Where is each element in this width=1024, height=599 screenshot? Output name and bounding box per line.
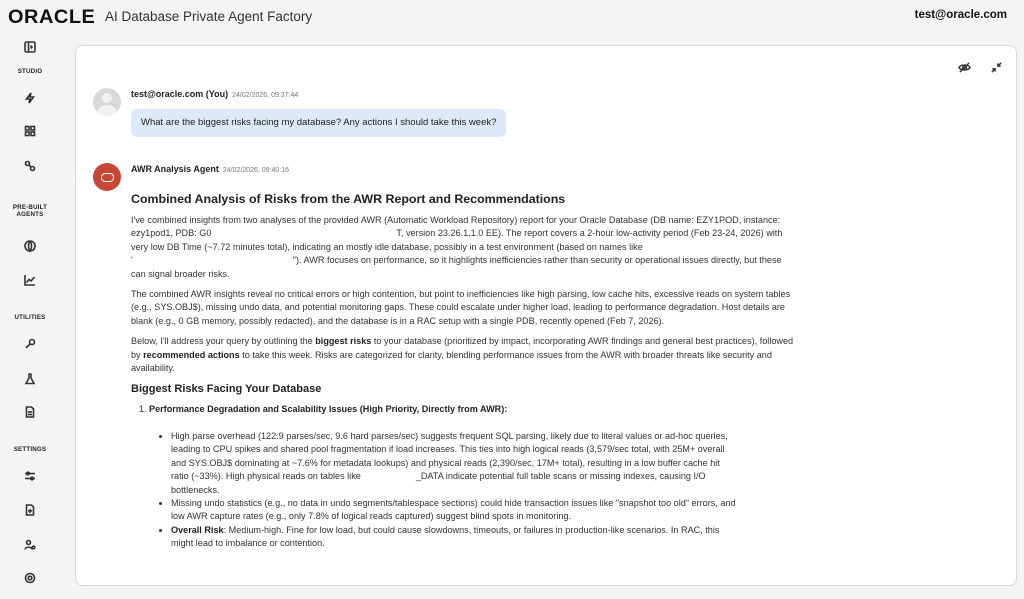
file-plus-icon[interactable]	[20, 500, 40, 520]
response-paragraph-3	[131, 335, 796, 375]
sidebar-section-utilities: UTILITIES	[14, 314, 46, 321]
bullet-1-part-b: _DATA indicate potential full table scans or missing indexes, causing I/O bottlenecks.	[171, 471, 706, 495]
response-paragraph-1	[131, 214, 796, 281]
minimize-icon[interactable]	[988, 59, 1004, 75]
panel-toolbar	[956, 59, 1004, 75]
list-item	[171, 430, 737, 497]
top-bar	[0, 0, 1024, 30]
list-item: • Missing undo statistics (e.g., no data in undo segments/tablespace sections) could hide transaction issues like "snapshot too old" errors, and low AWR capture rates (e.g., only 7.8% of logical reads captured) suggest blind spots in monitoring.	[171, 497, 737, 524]
p3-part-a: Below, I'll address your query by outlining the	[131, 336, 313, 347]
agent-avatar	[93, 163, 121, 191]
user-menu[interactable]: test@oracle.com	[914, 9, 1007, 21]
p3-part-c: to your database (prioritized by impact, incorporating AWR findings and general best practices), followed by	[131, 336, 794, 360]
sidebar-section-settings: SETTINGS	[13, 446, 47, 453]
p3-bold-risks: biggest risks	[315, 336, 372, 347]
user-message-author: test@oracle.com (You)	[131, 89, 229, 99]
flask-icon[interactable]	[20, 369, 40, 389]
grid-icon[interactable]	[20, 121, 40, 141]
risk-1-bullets	[157, 430, 737, 551]
response-paragraph-2: The combined AWR insights reveal no critical errors or high contention, but point to inefficiencies like high parsing, low cache hits, excessive reads on system tables (e.g., SYS.OBJ$), missing undo data, and potential monitoring gaps. These could escalate under higher load, leading to performance degradation. Host details are blank (e.g., 0 GB memory, possibly redacted), and the database is in a RAC setup with a single PDB, recently opened (Feb 7, 2026).	[131, 289, 791, 326]
oracle-logo[interactable]: ORACLE	[8, 7, 96, 28]
user-settings-icon[interactable]	[20, 535, 40, 555]
chart-icon[interactable]	[20, 270, 40, 290]
agent-message-header	[131, 164, 289, 174]
risks-list	[149, 403, 796, 550]
risk-1-title: Performance Degradation and Scalability Issues (High Priority, Directly from AWR):	[149, 404, 508, 415]
user-avatar	[93, 88, 121, 116]
p3-bold-actions: recommended actions	[143, 349, 240, 360]
p1-part-a: I've combined insights from two analyses of the provided AWR (Automatic Workload Repository) report for your Oracle Database (DB name: EZY1POD, instance: ezy1pod1, PDB: G0	[131, 215, 781, 239]
bullet-3-label: Overall Risk	[171, 524, 224, 535]
p3-part-e: to take this week. Risks are categorized for clarity, blending performance issues from the AWR with broader threats like security and availability.	[131, 349, 772, 374]
p1-part-d: "). AWR focuses on performance, so it highlights inefficiencies rather than security or operational issues directly, but these can signal broader risks.	[131, 255, 782, 279]
p1-part-b: T, version 23.26.1.1.0 EE). The report covers a 2-hour low-activity period (Feb 23-24, 2026) with very low DB Time (~7.72 minutes total), indicating an mostly idle database, possibly in a test environment (based on names like	[131, 228, 783, 252]
document-icon[interactable]	[20, 402, 40, 422]
user-message-timestamp: 24/02/2026, 09:37:44	[232, 92, 299, 99]
agent-message-author: AWR Analysis Agent	[131, 164, 219, 174]
agent-message-content	[131, 191, 796, 564]
globe-icon[interactable]	[20, 236, 40, 256]
bullet-3-text: : Medium-high. Fine for low load, but could cause slowdowns, timeouts, or failures in production-like scenarios. In RAC, this might lead to imbalance or contention.	[171, 524, 720, 549]
eye-off-icon[interactable]	[956, 59, 972, 75]
app-title: AI Database Private Agent Factory	[105, 9, 313, 24]
list-item	[149, 403, 796, 550]
sidebar-section-prebuilt: PRE-BUILT AGENTS	[12, 204, 48, 218]
sliders-icon[interactable]	[20, 466, 40, 486]
lightning-icon[interactable]	[20, 88, 40, 108]
agent-message-timestamp: 24/02/2026, 09:40:16	[222, 167, 290, 174]
p1-part-c: '	[131, 255, 133, 266]
bullet-1-part-a: High parse overhead (122.9 parses/sec, 9.6 hard parses/sec) suggests frequent SQL parsing, likely due to literal values or ad-hoc queries, leading to CPU spikes and shared pool fragmentation if load increases. This ties into high logical reads (3,579/sec total, with 25M+ overall and SYS.OBJ$ dominating at ~7.6% for metadata lookups) and physical reads (2,390/sec, 17M+ total), resulting in a low buffer cache hit ratio (~33%). High physical reads on tables like	[171, 430, 728, 482]
sidebar-section-studio: STUDIO	[17, 68, 43, 75]
sidebar	[0, 30, 60, 599]
chat-panel	[75, 45, 1017, 586]
link-icon[interactable]	[20, 156, 40, 176]
tools-icon[interactable]	[20, 334, 40, 354]
list-item	[171, 524, 737, 551]
panel-toggle-icon[interactable]	[20, 37, 40, 57]
response-heading: Combined Analysis of Risks from the AWR Report and Recommendations	[131, 192, 566, 206]
gear-icon[interactable]	[20, 568, 40, 588]
user-message-bubble: What are the biggest risks facing my database? Any actions I should take this week?	[131, 109, 506, 137]
risks-subheading: Biggest Risks Facing Your Database	[131, 383, 322, 396]
user-message-header	[131, 89, 298, 99]
